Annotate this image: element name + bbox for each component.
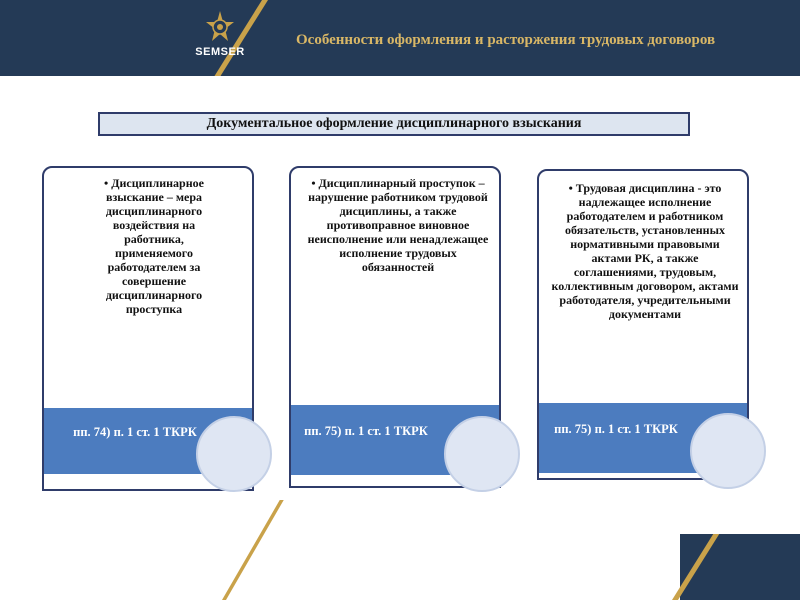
emblem-icon — [203, 10, 237, 44]
card-1-reference: пп. 74) п. 1 ст. 1 ТКРК — [73, 425, 197, 439]
section-subtitle: Документальное оформление дисциплинарного взыскания — [98, 112, 690, 136]
card-3-reference: пп. 75) п. 1 ст. 1 ТКРК — [554, 422, 678, 436]
card-1-text: • Дисциплинарное взыскание – мера дисциплинарного воздействия на работника, применяемого работодателем за совершение дисциплинарного проступка — [104, 176, 204, 316]
header-bar — [0, 0, 800, 76]
card-2-text: • Дисциплинарный проступок – нарушение работником трудовой дисциплины, а также противоправное виновное неисполнение или ненадлежащее исполнение трудовых обязанностей — [307, 176, 489, 274]
card-3-text: • Трудовая дисциплина - это надлежащее исполнение работодателем и работником обязательств, установленных нормативными правовыми актами РК, а также соглашениями, трудовым, коллективным договором, актами работодателя, учредительными документами — [551, 181, 739, 321]
decor-circle-1 — [196, 416, 272, 492]
logo-text: SEMSER — [195, 46, 245, 58]
decor-gold-line — [222, 500, 284, 600]
card-2-reference: пп. 75) п. 1 ст. 1 ТКРК — [304, 424, 428, 438]
decor-circle-3 — [690, 413, 766, 489]
decor-circle-2 — [444, 416, 520, 492]
semser-logo — [190, 10, 250, 70]
page-title: Особенности оформления и расторжения трудовых договоров — [296, 32, 716, 48]
